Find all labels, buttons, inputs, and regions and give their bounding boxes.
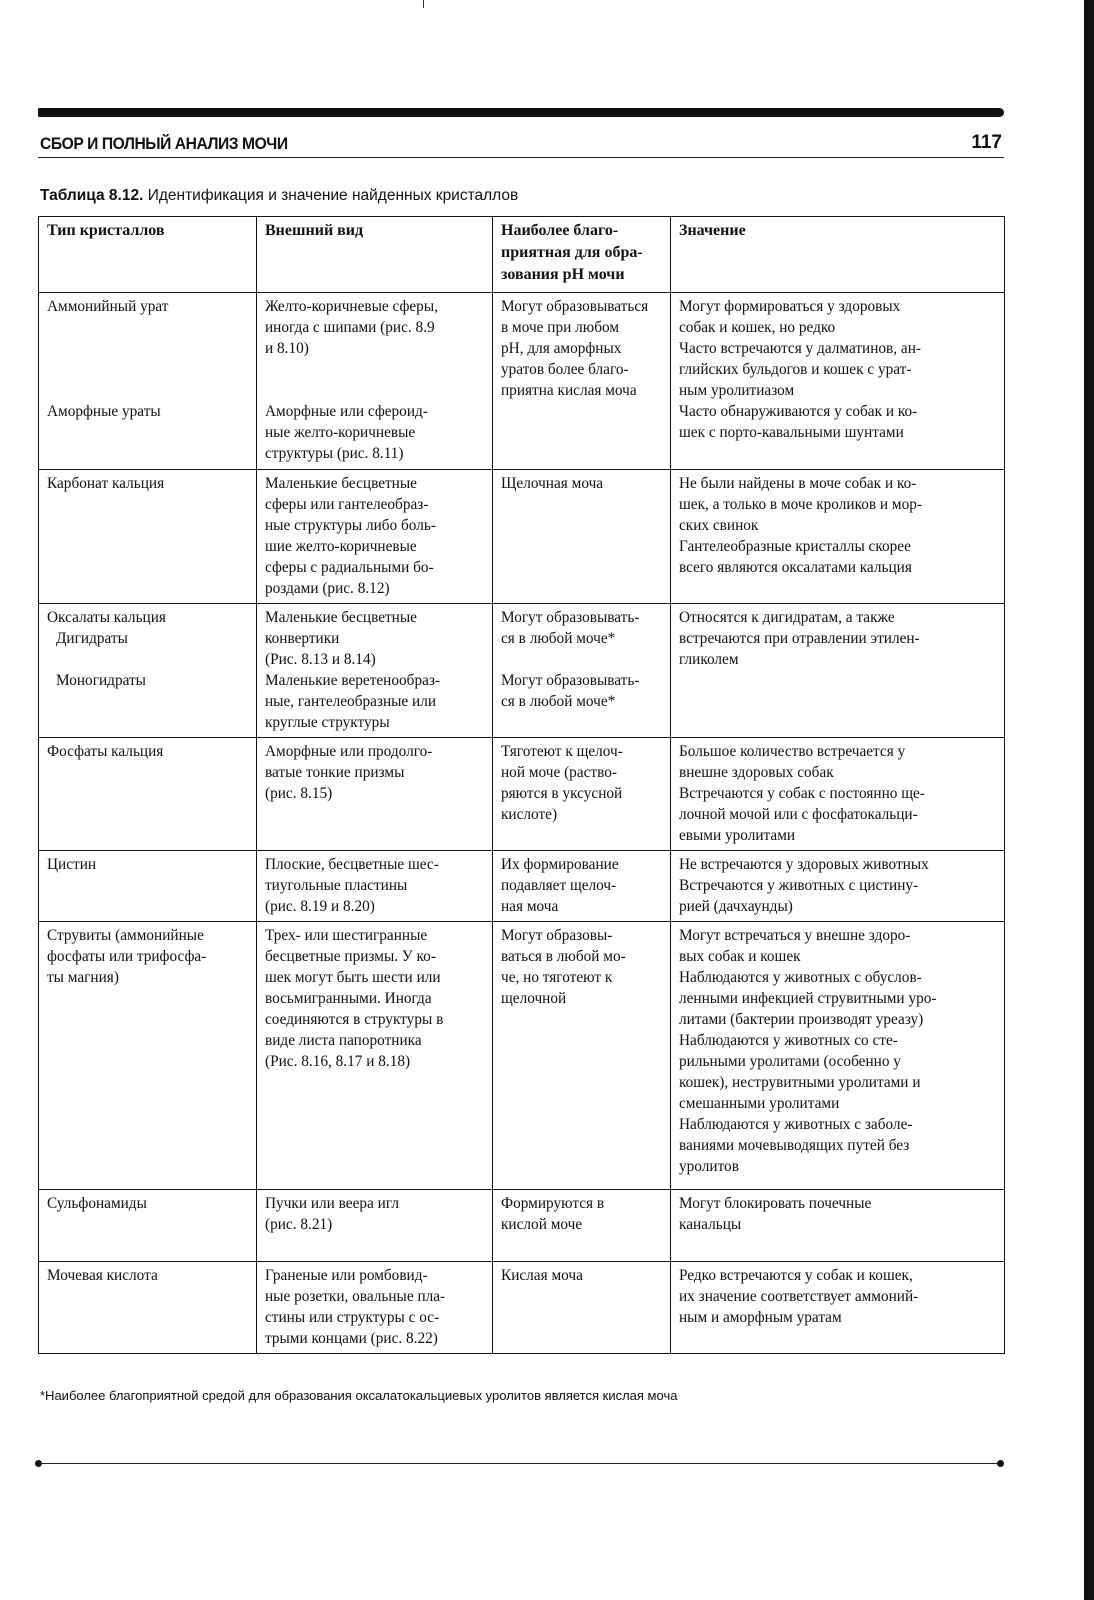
cell-ph-line: ся в любой моче* [501, 630, 616, 647]
cell-significance-line: Гантелеобразные кристаллы скорее [679, 538, 911, 555]
cell-appearance-line: (рис. 8.21) [265, 1216, 333, 1233]
cell-appearance-line: Аморфные или продолго- [265, 743, 433, 760]
cell-ph [493, 470, 671, 604]
line-gap [47, 317, 248, 338]
cell-significance-line: Могут встречаться у внешне здоро- [679, 927, 911, 944]
cell-appearance [257, 922, 493, 1190]
cell-ph-line: уратов более благо- [501, 361, 629, 378]
column-header-significance [671, 217, 1005, 293]
table-body [39, 293, 1005, 1354]
cell-type-line: Цистин [47, 856, 97, 873]
cell-appearance [257, 293, 493, 470]
running-head: СБОР И ПОЛНЫЙ АНАЛИЗ МОЧИ [40, 134, 288, 153]
cell-ph-line: Тяготеют к щелоч- [501, 743, 623, 760]
cell-appearance-line: Маленькие бесцветные [265, 609, 417, 626]
cell-ph-line: Могут образовывать- [501, 672, 640, 689]
cell-ph-line: ваться в любой мо- [501, 948, 626, 965]
cell-appearance-line: ные структуры либо боль- [265, 517, 436, 534]
cell-appearance-line: шие желто-коричневые [265, 538, 417, 555]
cell-appearance-line: Плоские, бесцветные шес- [265, 856, 439, 873]
column-header-appearance [257, 217, 493, 293]
cell-appearance [257, 1190, 493, 1262]
cell-appearance-line: шек могут быть шести или [265, 969, 441, 986]
cell-significance-line: Наблюдаются у животных со сте- [679, 1032, 898, 1049]
cell-appearance-line: бесцветные призмы. У ко- [265, 948, 436, 965]
cell-ph [493, 604, 671, 738]
line-gap [47, 338, 248, 359]
cell-ph [493, 738, 671, 851]
cell-appearance-line: Желто-коричневые сферы, [265, 298, 438, 315]
cell-type-line: Аммонийный урат [47, 298, 169, 315]
table-row [39, 738, 1005, 851]
cell-appearance-line: виде листа папоротника [265, 1032, 422, 1049]
cell-significance [671, 1262, 1005, 1354]
cell-appearance-line: Маленькие веретенообраз- [265, 672, 441, 689]
cell-appearance-line: тиугольные пластины [265, 877, 408, 894]
column-header-line: Наиболее благо- [501, 222, 619, 239]
cell-type [39, 470, 257, 604]
cell-type-line: Моногидраты [56, 672, 146, 689]
cell-type-line: Аморфные ураты [47, 403, 161, 420]
cell-significance [671, 1190, 1005, 1262]
cell-significance-line: Большое количество встречается у [679, 743, 906, 760]
cell-appearance-line: восьмигранными. Иногда [265, 990, 432, 1007]
cell-significance [671, 922, 1005, 1190]
cell-appearance-line: конвертики [265, 630, 340, 647]
cell-significance-line: вых собак и кошек [679, 948, 801, 965]
cell-appearance-line: стины или структуры с ос- [265, 1309, 440, 1326]
cell-significance-line: Относятся к дигидратам, а также [679, 609, 895, 626]
scan-edge [1084, 0, 1094, 1600]
cell-appearance-line: ватые тонкие призмы [265, 764, 405, 781]
cell-appearance [257, 851, 493, 922]
cell-significance-line: встречаются при отравлении этилен- [679, 630, 920, 647]
cell-appearance-line: (рис. 8.19 и 8.20) [265, 898, 375, 915]
cell-ph [493, 1190, 671, 1262]
cell-ph-line: Щелочная моча [501, 475, 604, 492]
cell-appearance [257, 1262, 493, 1354]
cell-significance-line: Редко встречаются у собак и кошек, [679, 1267, 913, 1284]
table-row [39, 851, 1005, 922]
cell-ph-line: приятна кислая моча [501, 382, 637, 399]
cell-type-line: Сульфонамиды [47, 1195, 147, 1212]
line-gap [47, 649, 248, 670]
table-row [39, 1262, 1005, 1354]
cell-appearance-line: Пучки или веера игл [265, 1195, 399, 1212]
cell-significance-line: их значение соответствует аммоний- [679, 1288, 919, 1305]
header-rule [38, 108, 1004, 117]
cell-significance-line: глийских бульдогов и кошек с урат- [679, 361, 912, 378]
column-header-line: приятная для обра- [501, 244, 643, 261]
cell-significance-line: литами (бактерии производят уреазу) [679, 1011, 924, 1028]
line-gap [265, 359, 484, 380]
cell-appearance-line: роздами (рис. 8.12) [265, 580, 390, 597]
cell-type [39, 604, 257, 738]
cell-ph-line: щелочной [501, 990, 567, 1007]
cell-significance-line: Наблюдаются у животных с обуслов- [679, 969, 922, 986]
cell-significance-line: рией (дачхаунды) [679, 898, 793, 915]
footnote: *Наиболее благоприятной средой для образования оксалатокальциевых уролитов является кислая моча [40, 1388, 678, 1403]
scan-mark [423, 0, 424, 8]
line-gap [47, 359, 248, 380]
cell-appearance-line: трыми концами (рис. 8.22) [265, 1330, 438, 1347]
cell-ph [493, 851, 671, 922]
cell-significance [671, 604, 1005, 738]
cell-significance-line: Часто обнаруживаются у собак и ко- [679, 403, 918, 420]
table-caption-text: Идентификация и значение найденных кристаллов [147, 187, 519, 204]
cell-significance-line: Встречаются у животных с цистину- [679, 877, 919, 894]
cell-significance-line: всего являются оксалатами кальция [679, 559, 912, 576]
cell-ph-line: в моче при любом [501, 319, 620, 336]
column-header-line: Тип кристаллов [47, 222, 165, 239]
cell-appearance-line: соединяются в структуры в [265, 1011, 444, 1028]
cell-significance-line: шек, а только в моче кроликов и мор- [679, 496, 922, 513]
cell-significance-line: Встречаются у собак с постоянно ще- [679, 785, 925, 802]
cell-ph-line: Могут образовы- [501, 927, 613, 944]
footer-rule [38, 1463, 1000, 1464]
header-underline [38, 157, 1004, 158]
cell-significance-line: ваниями мочевыводящих путей без [679, 1137, 910, 1154]
cell-significance-line: кошек), неструвитными уролитами и [679, 1074, 921, 1091]
cell-type-line: Струвиты (аммонийные [47, 927, 204, 944]
cell-significance [671, 293, 1005, 470]
cell-appearance-line: (Рис. 8.16, 8.17 и 8.18) [265, 1053, 411, 1070]
table-row [39, 922, 1005, 1190]
cell-significance-line: Могут блокировать почечные [679, 1195, 872, 1212]
line-gap [47, 380, 248, 401]
column-header-ph [493, 217, 671, 293]
cell-type-line: Дигидраты [56, 630, 128, 647]
cell-significance-line: рильными уролитами (особенно у [679, 1053, 901, 1070]
cell-type-line: Карбонат кальция [47, 475, 165, 492]
cell-appearance-line: структуры (рис. 8.11) [265, 445, 404, 462]
cell-ph-line: кислой моче [501, 1216, 583, 1233]
cell-appearance-line: иногда с шипами (рис. 8.9 [265, 319, 435, 336]
table-row [39, 1190, 1005, 1262]
cell-significance-line: уролитов [679, 1158, 739, 1175]
cell-type-line: Фосфаты кальция [47, 743, 164, 760]
cell-appearance-line: Граненые или ромбовид- [265, 1267, 428, 1284]
cell-significance-line: ленными инфекцией струвитными уро- [679, 990, 937, 1007]
cell-type-line: Мочевая кислота [47, 1267, 158, 1284]
cell-appearance [257, 738, 493, 851]
cell-ph-line: Могут образовывать- [501, 609, 640, 626]
cell-ph-line: Кислая моча [501, 1267, 583, 1284]
cell-significance-line: гликолем [679, 651, 739, 668]
cell-significance-line: внешне здоровых собак [679, 764, 834, 781]
cell-appearance-line: Трех- или шестигранные [265, 927, 428, 944]
cell-ph-line: ной моче (раство- [501, 764, 617, 781]
cell-significance-line: собак и кошек, но редко [679, 319, 836, 336]
column-header-line: Внешний вид [265, 222, 364, 239]
cell-ph-line: кислоте) [501, 806, 558, 823]
cell-type [39, 851, 257, 922]
cell-ph-line: ряются в уксусной [501, 785, 623, 802]
line-gap [265, 380, 484, 401]
cell-appearance-line: ные розетки, овальные пла- [265, 1288, 446, 1305]
cell-significance-line: смешанными уролитами [679, 1095, 840, 1112]
cell-appearance-line: Аморфные или сфероид- [265, 403, 428, 420]
cell-significance-line: ным и аморфным уратам [679, 1309, 842, 1326]
cell-appearance-line: ные желто-коричневые [265, 424, 416, 441]
cell-appearance-line: Маленькие бесцветные [265, 475, 417, 492]
cell-type [39, 1262, 257, 1354]
cell-ph [493, 922, 671, 1190]
page-number: 117 [971, 132, 1002, 153]
cell-appearance [257, 470, 493, 604]
cell-ph-line: Могут образовываться [501, 298, 649, 315]
cell-appearance-line: ные, гантелеобразные или [265, 693, 437, 710]
cell-significance [671, 851, 1005, 922]
cell-ph-line: че, но тяготеют к [501, 969, 613, 986]
cell-type [39, 293, 257, 470]
cell-significance [671, 470, 1005, 604]
table-caption [40, 187, 518, 205]
cell-significance-line: Не встречаются у здоровых животных [679, 856, 929, 873]
column-header-type [39, 217, 257, 293]
cell-significance-line: Могут формироваться у здоровых [679, 298, 901, 315]
cell-appearance-line: сферы или гантелеобраз- [265, 496, 429, 513]
cell-significance-line: Наблюдаются у животных с заболе- [679, 1116, 913, 1133]
crystals-table [38, 216, 1005, 1354]
cell-type-line: фосфаты или трифосфа- [47, 948, 207, 965]
table-header-row [39, 217, 1005, 293]
cell-ph-line: Формируются в [501, 1195, 605, 1212]
table-row [39, 470, 1005, 604]
table-caption-label: Таблица 8.12. [40, 187, 144, 204]
cell-appearance-line: и 8.10) [265, 340, 309, 357]
cell-type-line: ты магния) [47, 969, 119, 986]
cell-type [39, 922, 257, 1190]
cell-appearance-line: круглые структуры [265, 714, 390, 731]
cell-type-line: Оксалаты кальция [47, 609, 166, 626]
cell-significance-line: Часто встречаются у далматинов, ан- [679, 340, 921, 357]
cell-appearance [257, 604, 493, 738]
footer-dot-right [997, 1460, 1004, 1467]
column-header-line: Значение [679, 222, 746, 239]
cell-significance-line: канальцы [679, 1216, 742, 1233]
cell-appearance-line: (Рис. 8.13 и 8.14) [265, 651, 376, 668]
cell-ph [493, 1262, 671, 1354]
cell-ph-line: ная моча [501, 898, 559, 915]
cell-ph-line: pH, для аморфных [501, 340, 622, 357]
cell-significance-line: евыми уролитами [679, 827, 796, 844]
cell-appearance-line: (рис. 8.15) [265, 785, 333, 802]
cell-ph-line: ся в любой моче* [501, 693, 616, 710]
cell-significance-line: лочной мочой или с фосфатокальци- [679, 806, 918, 823]
cell-type [39, 1190, 257, 1262]
table-row [39, 604, 1005, 738]
cell-ph-line: Их формирование [501, 856, 619, 873]
cell-significance-line: ным уролитиазом [679, 382, 795, 399]
cell-significance [671, 738, 1005, 851]
table-row [39, 293, 1005, 470]
cell-significance-line: ских свинок [679, 517, 759, 534]
cell-type [39, 738, 257, 851]
cell-significance-line: шек с порто-кавальными шунтами [679, 424, 904, 441]
cell-significance-line: Не были найдены в моче собак и ко- [679, 475, 917, 492]
cell-ph-line: подавляет щелоч- [501, 877, 617, 894]
column-header-line: зования pH мочи [501, 266, 625, 283]
cell-appearance-line: сферы с радиальными бо- [265, 559, 434, 576]
cell-ph [493, 293, 671, 470]
line-gap [501, 649, 662, 670]
